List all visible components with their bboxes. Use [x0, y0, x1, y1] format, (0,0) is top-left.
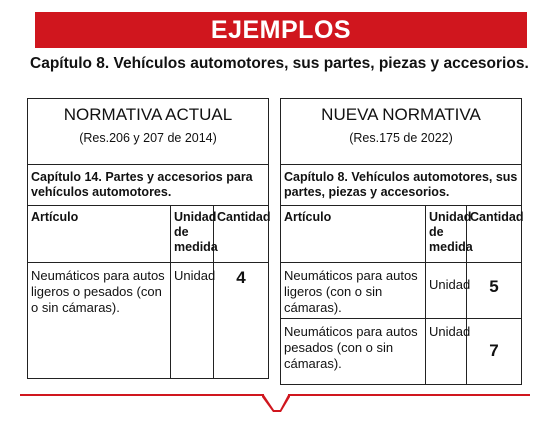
unit-cell: Unidad — [171, 263, 214, 379]
article-cell: Neumáticos para autos ligeros (con o sin cámaras). — [281, 263, 426, 319]
column-header-quantity: Cantidad — [214, 206, 269, 263]
article-cell: Neumáticos para autos ligeros o pesados (con o sin cámaras). — [28, 263, 171, 379]
current-regulation-table — [27, 98, 269, 379]
table-row — [28, 263, 269, 379]
column-header-quantity: Cantidad — [467, 206, 522, 263]
unit-cell: Unidad — [426, 263, 467, 319]
column-header-article: Artículo — [281, 206, 426, 263]
table-reference: (Res.206 y 207 de 2014) — [79, 131, 217, 145]
chapter-subtitle: Capítulo 8. Vehículos automotores, sus partes, piezas y accesorios. — [30, 55, 529, 72]
table-row — [281, 263, 522, 319]
table-title: NORMATIVA ACTUAL — [63, 105, 233, 124]
footer-line-right — [288, 394, 530, 396]
title-banner — [35, 12, 527, 48]
quantity-cell: 5 — [467, 263, 522, 319]
new-regulation-table — [280, 98, 522, 385]
quantity-cell: 4 — [214, 263, 269, 379]
table-title: NUEVA NORMATIVA — [321, 105, 481, 124]
table-header — [281, 99, 522, 165]
footer-line-left — [20, 394, 264, 396]
table-row — [281, 319, 522, 385]
column-header-unit: Unidad de medida — [171, 206, 214, 263]
table-reference: (Res.175 de 2022) — [349, 131, 453, 145]
footer-notch-decoration — [262, 388, 290, 412]
quantity-cell: 7 — [467, 319, 522, 385]
column-header-article: Artículo — [28, 206, 171, 263]
table-header — [28, 99, 269, 165]
banner-title: EJEMPLOS — [210, 16, 352, 44]
article-cell: Neumáticos para autos pesados (con o sin cámaras). — [281, 319, 426, 385]
chapter-cell: Capítulo 14. Partes y accesorios para vehículos automotores. — [28, 165, 269, 206]
chapter-cell: Capítulo 8. Vehículos automotores, sus partes, piezas y accesorios. — [281, 165, 522, 206]
unit-cell: Unidad — [426, 319, 467, 385]
column-header-unit: Unidad de medida — [426, 206, 467, 263]
